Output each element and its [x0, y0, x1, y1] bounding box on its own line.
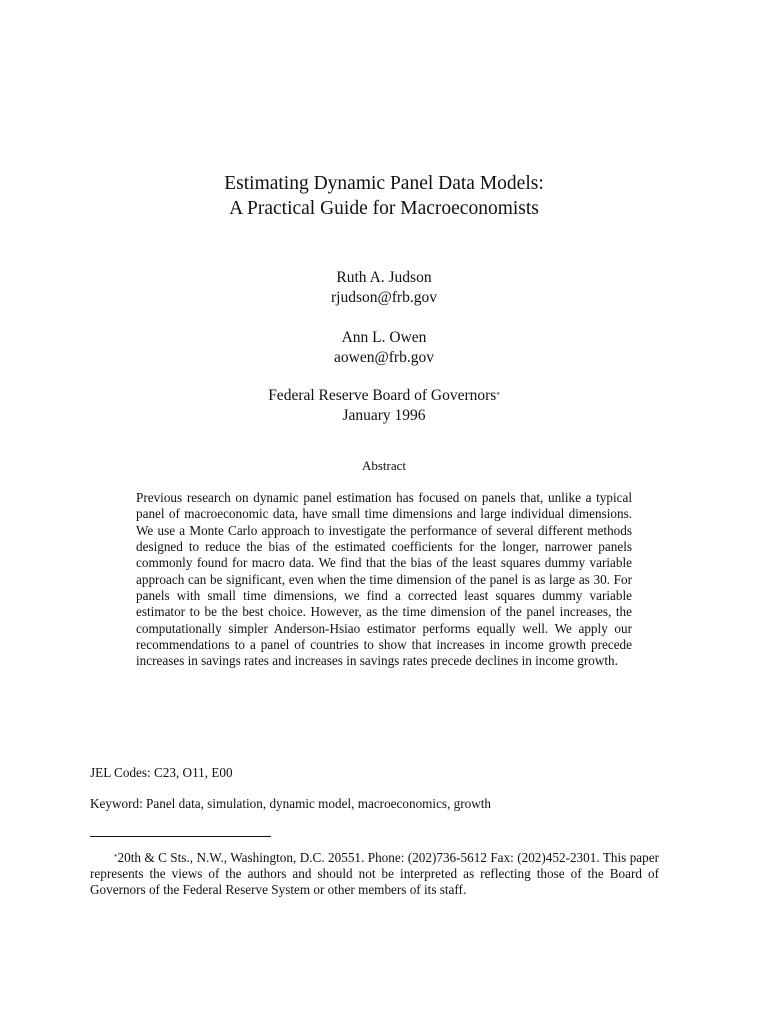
title-line-1: Estimating Dynamic Panel Data Models: [224, 173, 544, 194]
author-2 [0, 328, 768, 368]
jel-codes: JEL Codes: C23, O11, E00 [90, 765, 233, 780]
author-1 [0, 268, 768, 308]
footnote-text: 20th & C Sts., N.W., Washington, D.C. 20551. Phone: (202)736-5612 Fax: (202)452-2301. This paper represents the views of the authors and should not be interpreted as reflecting those of the Board of Governors of the Federal Reserve System or other members of its staff. [90, 850, 659, 898]
keywords: Keyword: Panel data, simulation, dynamic model, macroeconomics, growth [90, 796, 492, 811]
footnote-divider [90, 836, 271, 837]
affiliation-name: Federal Reserve Board of Governors [268, 387, 497, 404]
abstract-heading: Abstract [361, 458, 407, 473]
affiliation-block [0, 386, 768, 426]
title-line-2: A Practical Guide for Macroeconomists [229, 198, 539, 219]
abstract-text: Previous research on dynamic panel estimation has focused on panels that, unlike a typical panel of macroeconomic data, have small time dimensions and large individual dimensions. We use a Monte Carlo approach to investigate the performance of several different methods designed to reduce the bias of the estimated coefficients for the longer, narrower panels commonly found for macro data. We find that the bias of the least squares dummy variable approach can be significant, even when the time dimension of the panel is as large as 30. For panels with small time dimensions, we find a corrected least squares dummy variable estimator to be the best choice. However, as the time dimension of the panel increases, the computationally simpler Anderson-Hsiao estimator performs equally well. We apply our recommendations to a panel of countries to show that increases in income growth precede increases in savings rates and increases in savings rates precede declines in income growth. [136, 490, 632, 669]
affiliation-footnote-marker: * [496, 391, 500, 399]
footnote [90, 850, 659, 899]
affiliation [0, 386, 768, 406]
author-name: Ann L. Owen [341, 329, 427, 346]
paper-date: January 1996 [342, 407, 426, 424]
author-email: aowen@frb.gov [334, 349, 434, 366]
author-name: Ruth A. Judson [336, 269, 432, 286]
footnote-marker: * [114, 853, 118, 861]
author-email: rjudson@frb.gov [331, 289, 437, 306]
paper-title [0, 171, 768, 221]
